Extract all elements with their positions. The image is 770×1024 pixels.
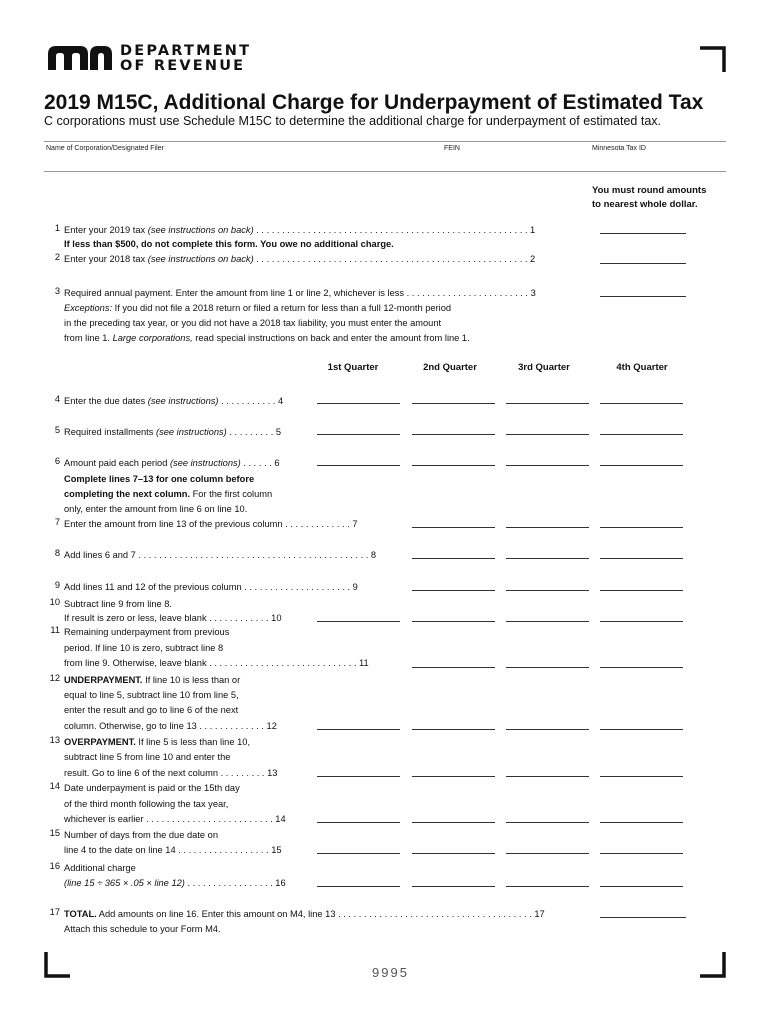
- line-15-q2[interactable]: [412, 853, 495, 854]
- line-number: 14: [49, 781, 60, 791]
- line-4-label: Enter the due dates (see instructions) . . . . . . . . . . . 4: [64, 396, 284, 406]
- line-11-label-c: from line 9. Otherwise, leave blank . . . . . . . . . . . . . . . . . . . . . . . . . . . . . 11: [64, 658, 369, 668]
- line-11-label-a: Remaining underpayment from previous: [64, 627, 230, 637]
- rounding-note-line1: You must round amounts: [592, 185, 707, 196]
- line-number: 4: [54, 394, 60, 404]
- line-8-label: Add lines 6 and 7 . . . . . . . . . . . . . . . . . . . . . . . . . . . . . . . . . . . . . . . . . . . . . 8: [64, 550, 377, 560]
- line-14-q1[interactable]: [317, 822, 400, 823]
- line-2-input[interactable]: [600, 263, 686, 264]
- line-number: 1: [54, 223, 60, 233]
- line-9-q3[interactable]: [506, 590, 589, 591]
- rounding-note-line2: to nearest whole dollar.: [592, 199, 698, 210]
- line-number: 16: [49, 861, 60, 871]
- line-3-input[interactable]: [600, 296, 686, 297]
- line-13-label-b: subtract line 5 from line 10 and enter the: [64, 752, 231, 762]
- line-number: 6: [54, 456, 60, 466]
- line-7-q3[interactable]: [506, 527, 589, 528]
- quarter-header-4: 4th Quarter: [616, 362, 668, 373]
- line-14-label-b: of the third month following the tax year,: [64, 799, 229, 809]
- line-8-q4[interactable]: [600, 558, 683, 559]
- line-15-q1[interactable]: [317, 853, 400, 854]
- line-7-q2[interactable]: [412, 527, 495, 528]
- line-4-q1[interactable]: [317, 403, 400, 404]
- line-6-label: Amount paid each period (see instructions) . . . . . . 6: [64, 458, 280, 468]
- line-14-q2[interactable]: [412, 822, 495, 823]
- line-9-q2[interactable]: [412, 590, 495, 591]
- line-11-label-b: period. If line 10 is zero, subtract line 8: [64, 643, 224, 653]
- line-5-q1[interactable]: [317, 434, 400, 435]
- line-8-q2[interactable]: [412, 558, 495, 559]
- line-number: 7: [54, 517, 60, 527]
- line-15-label-a: Number of days from the due date on: [64, 830, 219, 840]
- line-1-note: If less than $500, do not complete this form. You owe no additional charge.: [64, 239, 394, 249]
- complete-instruction-3: only, enter the amount from line 6 on line 10.: [64, 504, 248, 514]
- line-13-label-a: OVERPAYMENT. If line 5 is less than line 10,: [64, 737, 251, 747]
- line-2-label: Enter your 2018 tax (see instructions on back) . . . . . . . . . . . . . . . . . . . . . . . . . . . . . . . . . . . . . . . . . . . . . . . . . . . . . 2: [64, 254, 536, 264]
- line-16-q3[interactable]: [506, 886, 589, 887]
- line-5-q2[interactable]: [412, 434, 495, 435]
- line-17-attach-note: Attach this schedule to your Form M4.: [64, 924, 221, 934]
- line-1-input[interactable]: [600, 233, 686, 234]
- line-12-label-b: equal to line 5, subtract line 10 from line 5,: [64, 690, 239, 700]
- line-12-label-a: UNDERPAYMENT. If line 10 is less than or: [64, 675, 241, 685]
- name-field[interactable]: [44, 171, 726, 172]
- line-10-label-a: Subtract line 9 from line 8.: [64, 599, 172, 609]
- corner-mark-top-right: [700, 46, 726, 72]
- rounding-note: [592, 184, 706, 212]
- line-5-q3[interactable]: [506, 434, 589, 435]
- department-name: [120, 44, 251, 74]
- line-number: 9: [54, 580, 60, 590]
- complete-instruction-2: completing the next column. For the first column: [64, 489, 273, 499]
- line-4-q4[interactable]: [600, 403, 683, 404]
- form-subtitle: C corporations must use Schedule M15C to determine the additional charge for underpayment of estimated tax.: [44, 114, 662, 128]
- line-13-q1[interactable]: [317, 776, 400, 777]
- corner-mark-bottom-right: [700, 952, 726, 978]
- corner-mark-bottom-left: [44, 952, 70, 978]
- line-number: 12: [49, 673, 60, 683]
- line-14-q4[interactable]: [600, 822, 683, 823]
- line-3-exceptions-2: in the preceding tax year, or you did not have a 2018 tax liability, you must enter the amount: [64, 318, 442, 328]
- line-number: 8: [54, 548, 60, 558]
- dept-line1: DEPARTMENT: [120, 43, 252, 59]
- quarter-header-3: 3rd Quarter: [518, 362, 570, 373]
- quarter-header-2: 2nd Quarter: [423, 362, 477, 373]
- line-10-q2[interactable]: [412, 621, 495, 622]
- line-number: 11: [50, 625, 60, 635]
- line-7-q4[interactable]: [600, 527, 683, 528]
- line-14-label-c: whichever is earlier . . . . . . . . . . . . . . . . . . . . . . . . . 14: [64, 814, 286, 824]
- line-10-q3[interactable]: [506, 621, 589, 622]
- line-number: 3: [54, 286, 60, 296]
- line-number: 13: [49, 735, 60, 745]
- line-16-q2[interactable]: [412, 886, 495, 887]
- line-number: 10: [49, 597, 60, 607]
- line-14-label-a: Date underpayment is paid or the 15th day: [64, 783, 240, 793]
- line-16-q4[interactable]: [600, 886, 683, 887]
- line-15-q4[interactable]: [600, 853, 683, 854]
- line-14-q3[interactable]: [506, 822, 589, 823]
- line-13-q3[interactable]: [506, 776, 589, 777]
- line-3-exceptions-3: from line 1. Large corporations, read special instructions on back and enter the amount from line 1.: [64, 333, 470, 343]
- line-6-q4[interactable]: [600, 465, 683, 466]
- line-12-q3[interactable]: [506, 729, 589, 730]
- line-13-label-c: result. Go to line 6 of the next column . . . . . . . . . 13: [64, 768, 278, 778]
- form-number: 9995: [372, 965, 409, 980]
- line-9-label: Add lines 11 and 12 of the previous column . . . . . . . . . . . . . . . . . . . . . 9: [64, 582, 358, 592]
- line-1-label: Enter your 2019 tax (see instructions on back) . . . . . . . . . . . . . . . . . . . . . . . . . . . . . . . . . . . . . . . . . . . . . . . . . . . . . 1: [64, 225, 536, 235]
- line-12-q1[interactable]: [317, 729, 400, 730]
- form-title: 2019 M15C, Additional Charge for Underpayment of Estimated Tax: [44, 91, 704, 114]
- line-10-q4[interactable]: [600, 621, 683, 622]
- mn-logo-icon: [46, 44, 114, 72]
- line-11-q2[interactable]: [412, 667, 495, 668]
- line-number: 15: [49, 828, 60, 838]
- fein-label: FEIN: [444, 145, 460, 152]
- name-label: Name of Corporation/Designated Filer: [46, 145, 164, 152]
- line-3-exceptions: Exceptions: If you did not file a 2018 return or filed a return for less than a full 12-month period: [64, 303, 452, 313]
- line-6-q3[interactable]: [506, 465, 589, 466]
- line-11-q4[interactable]: [600, 667, 683, 668]
- line-5-label: Required installments (see instructions) . . . . . . . . . 5: [64, 427, 282, 437]
- line-11-q3[interactable]: [506, 667, 589, 668]
- line-number: 2: [54, 252, 60, 262]
- line-17-input[interactable]: [600, 917, 686, 918]
- tax-id-label: Minnesota Tax ID: [592, 145, 646, 152]
- line-16-label-a: Additional charge: [64, 863, 136, 873]
- dept-line2: OF REVENUE: [120, 58, 246, 74]
- line-6-q1[interactable]: [317, 465, 400, 466]
- line-number: 17: [49, 907, 60, 917]
- line-number: 5: [54, 425, 60, 435]
- divider-top: [44, 141, 726, 142]
- line-12-label-c: enter the result and go to line 6 of the next: [64, 705, 239, 715]
- line-4-q2[interactable]: [412, 403, 495, 404]
- line-12-q4[interactable]: [600, 729, 683, 730]
- line-10-q1[interactable]: [317, 621, 400, 622]
- line-16-label-b: (line 15 ÷ 365 × .05 × line 12) . . . . . . . . . . . . . . . . . 16: [64, 878, 286, 888]
- quarter-header-1: 1st Quarter: [327, 362, 379, 373]
- line-9-q4[interactable]: [600, 590, 683, 591]
- line-10-label-b: If result is zero or less, leave blank . . . . . . . . . . . . 10: [64, 613, 282, 623]
- line-13-q4[interactable]: [600, 776, 683, 777]
- line-12-label-d: column. Otherwise, go to line 13 . . . . . . . . . . . . . 12: [64, 721, 277, 731]
- line-17-label: TOTAL. Add amounts on line 16. Enter this amount on M4, line 13 . . . . . . . . . . . . . . . . . . . . . . . . . . . . . . . . . . . . . . 17: [64, 909, 545, 919]
- line-4-q3[interactable]: [506, 403, 589, 404]
- line-8-q3[interactable]: [506, 558, 589, 559]
- line-13-q2[interactable]: [412, 776, 495, 777]
- line-5-q4[interactable]: [600, 434, 683, 435]
- line-6-q2[interactable]: [412, 465, 495, 466]
- line-15-q3[interactable]: [506, 853, 589, 854]
- complete-instruction-1: Complete lines 7–13 for one column before: [64, 474, 255, 484]
- line-3-label: Required annual payment. Enter the amount from line 1 or line 2, whichever is less . . . . . . . . . . . . . . . . . . . . . . . . 3: [64, 288, 536, 298]
- line-12-q2[interactable]: [412, 729, 495, 730]
- line-16-q1[interactable]: [317, 886, 400, 887]
- line-7-label: Enter the amount from line 13 of the previous column . . . . . . . . . . . . . 7: [64, 519, 358, 529]
- line-15-label-b: line 4 to the date on line 14 . . . . . . . . . . . . . . . . . . 15: [64, 845, 282, 855]
